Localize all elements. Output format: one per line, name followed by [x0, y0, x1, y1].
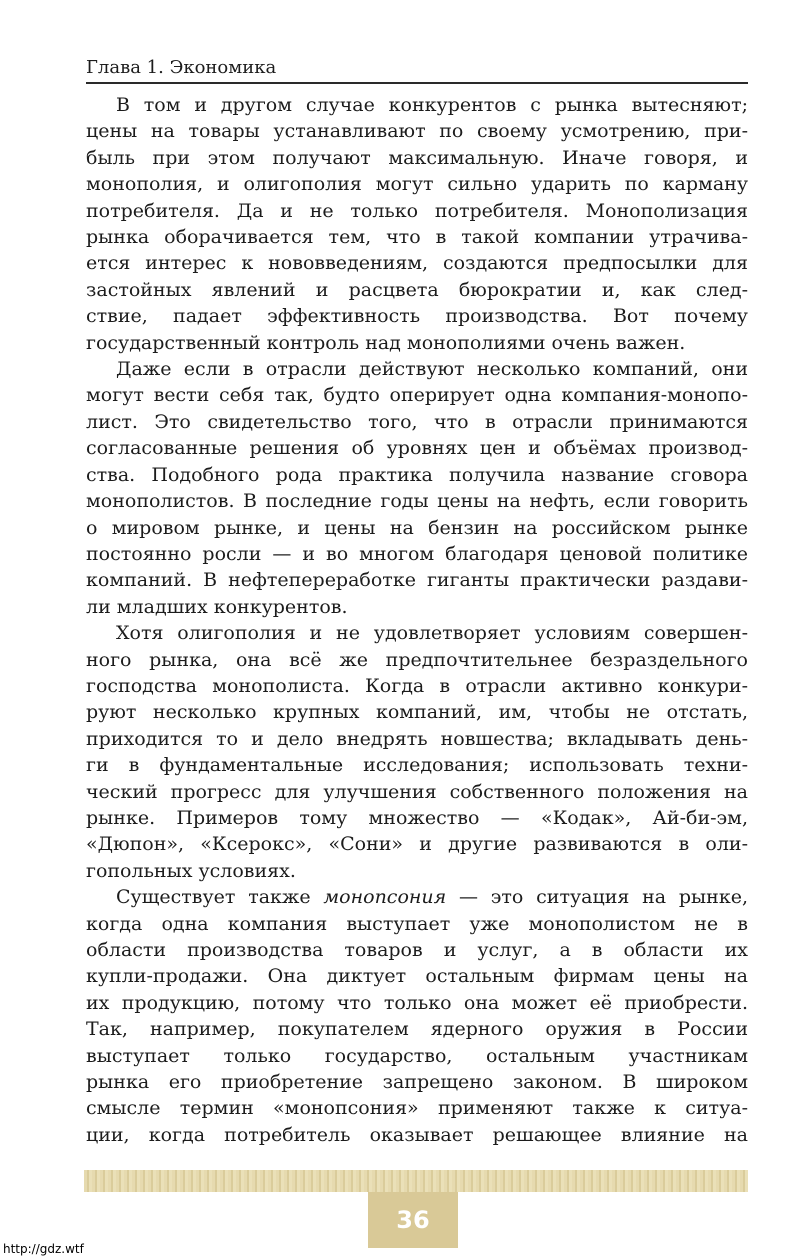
- text-line: потребителя. Да и не только потребителя. Монополизация: [86, 199, 748, 222]
- text-line: монополистов. В последние годы цены на нефть, если говорить: [86, 490, 748, 513]
- text-line: приходится то и дело внедрять новшества; вкладывать день-: [86, 727, 748, 750]
- text-line: лист. Это свидетельство того, что в отрасли принимаются: [86, 410, 748, 433]
- text-line: В том и другом случае конкурентов с рынка вытесняют;: [116, 94, 748, 116]
- text-line: гопольных условиях.: [86, 859, 296, 882]
- text-line: ства. Подобного рода практика получила название сговора: [86, 463, 748, 486]
- text-line: цены на товары устанавливают по своему усмотрению, при-: [86, 120, 748, 143]
- text-line: смысле термин «монопсония» применяют также к ситуа-: [86, 1097, 748, 1120]
- text-run: Существует также: [116, 886, 324, 909]
- text-line: рынка его приобретение запрещено законом. В широком: [86, 1071, 748, 1094]
- text-line: Даже если в отрасли действуют несколько компаний, они: [116, 358, 748, 381]
- text-line: о мировом рынке, и цены на бензин на российском рынке: [86, 516, 748, 539]
- chapter-header: Глава 1. Экономика: [86, 55, 748, 84]
- text-line: рынка оборачивается тем, что в такой компании утрачива-: [86, 226, 748, 249]
- text-line: быль при этом получают максимальную. Иначе говоря, и: [86, 146, 748, 169]
- text-line: Так, например, покупателем ядерного оружия в России: [86, 1018, 748, 1041]
- page-number: 36: [368, 1192, 458, 1248]
- body-text: [86, 92, 748, 1148]
- text-line: ческий прогресс для улучшения собственного положения на: [86, 780, 748, 803]
- text-line: [86, 884, 748, 910]
- text-line: ется интерес к нововведениям, создаются предпосылки для: [86, 252, 748, 275]
- text-line: ствие, падает эффективность производства. Вот почему: [86, 305, 748, 328]
- text-line: господства монополиста. Когда в отрасли активно конкури-: [86, 674, 748, 697]
- text-line: ли младших конкурентов.: [86, 595, 348, 618]
- footer-band: [84, 1170, 748, 1192]
- text-line: руют несколько крупных компаний, им, чтобы не отстать,: [86, 701, 748, 724]
- text-line: Хотя олигополия и не удовлетворяет условиям совершен-: [116, 622, 748, 645]
- text-line: их продукцию, потому что только она может её приобрести.: [86, 991, 748, 1014]
- text-line: ги в фундаментальные исследования; использовать техни-: [86, 754, 748, 777]
- text-line: ного рынка, она всё же предпочтительнее безраздельного: [86, 648, 748, 671]
- source-url[interactable]: http://gdz.wtf: [0, 1241, 87, 1257]
- text-line: согласованные решения об уровнях цен и объёмах производ-: [86, 437, 748, 460]
- text-line: застойных явлений и расцвета бюрократии и, как след-: [86, 278, 748, 301]
- text-line: ции, когда потребитель оказывает решающее влияние на: [86, 1123, 748, 1146]
- text-line: области производства товаров и услуг, а в области их: [86, 939, 748, 961]
- text-line: выступает только государство, остальным участникам: [86, 1044, 748, 1067]
- text-line: компаний. В нефтепереработке гиганты практически раздави-: [86, 569, 748, 592]
- term-monopsony: монопсония: [323, 886, 447, 909]
- text-line: когда одна компания выступает уже монополистом не в: [86, 912, 748, 935]
- text-line: монополия, и олигополия могут сильно ударить по карману: [86, 173, 748, 196]
- text-line: государственный контроль над монополиями очень важен.: [86, 331, 686, 354]
- text-run: — это ситуация на рынке,: [446, 886, 749, 909]
- text-line: рынке. Примеров тому множество — «Кодак», Ай-би-эм,: [86, 806, 748, 829]
- text-line: «Дюпон», «Ксерокс», «Сони» и другие развиваются в оли-: [86, 833, 748, 856]
- text-line: могут вести себя так, будто оперирует одна компания-монопо-: [86, 384, 748, 407]
- text-line: купли-продажи. Она диктует остальным фирмам цены на: [86, 965, 748, 988]
- text-line: постоянно росли — и во многом благодаря ценовой политике: [86, 542, 748, 565]
